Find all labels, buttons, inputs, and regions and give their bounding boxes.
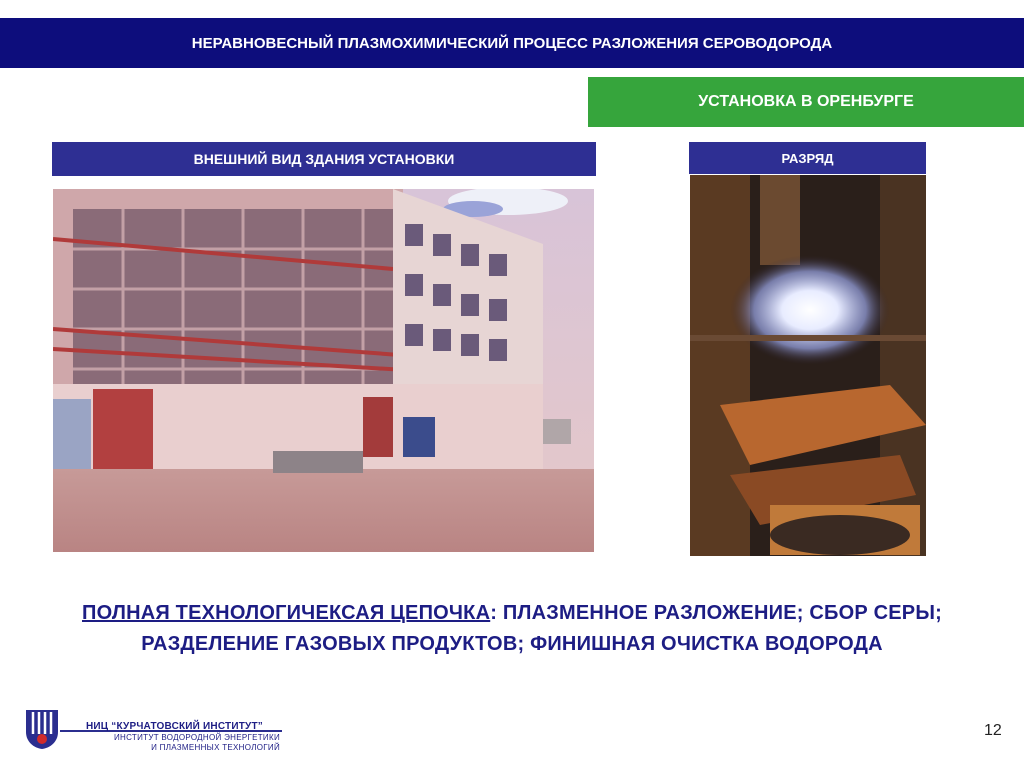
slide-title: НЕРАВНОВЕСНЫЙ ПЛАЗМОХИМИЧЕСКИЙ ПРОЦЕСС РАЗЛОЖЕНИЯ СЕРОВОДОРОДА [191, 34, 833, 52]
page-number: 12 [984, 722, 1002, 739]
summary-rest: : ПЛАЗМЕННОЕ РАЗЛОЖЕНИЕ; СБОР СЕРЫ; РАЗДЕЛЕНИЕ ГАЗОВЫХ ПРОДУКТОВ; ФИНИШНАЯ ОЧИСТКА ВОДОРОДА [141, 602, 942, 655]
org-name [86, 716, 263, 734]
location-banner [588, 77, 1024, 127]
building-photo-caption-text: ВНЕШНИЙ ВИД ЗДАНИЯ УСТАНОВКИ [193, 151, 455, 167]
location-label: УСТАНОВКА В ОРЕНБУРГЕ [698, 93, 914, 110]
process-summary [30, 598, 994, 660]
discharge-photo-caption [689, 142, 926, 174]
org-subtitle [112, 733, 280, 753]
slide-title-bar [0, 18, 1024, 68]
discharge-photo [690, 175, 926, 556]
org-name-text: НИЦ “КУРЧАТОВСКИЙ ИНСТИТУТ” [86, 721, 263, 732]
org-subtitle-line-1: ИНСТИТУТ ВОДОРОДНОЙ ЭНЕРГЕТИКИ [113, 733, 280, 742]
building-photo [53, 189, 594, 552]
building-photo-caption [52, 142, 596, 176]
discharge-photo-caption-text: РАЗРЯД [781, 150, 834, 166]
summary-lead: ПОЛНАЯ ТЕХНОЛОГИЧЕКСАЯ ЦЕПОЧКА [82, 602, 491, 624]
institute-logo-icon [24, 708, 60, 750]
org-subtitle-line-2: И ПЛАЗМЕННЫХ ТЕХНОЛОГИЙ [151, 743, 280, 752]
